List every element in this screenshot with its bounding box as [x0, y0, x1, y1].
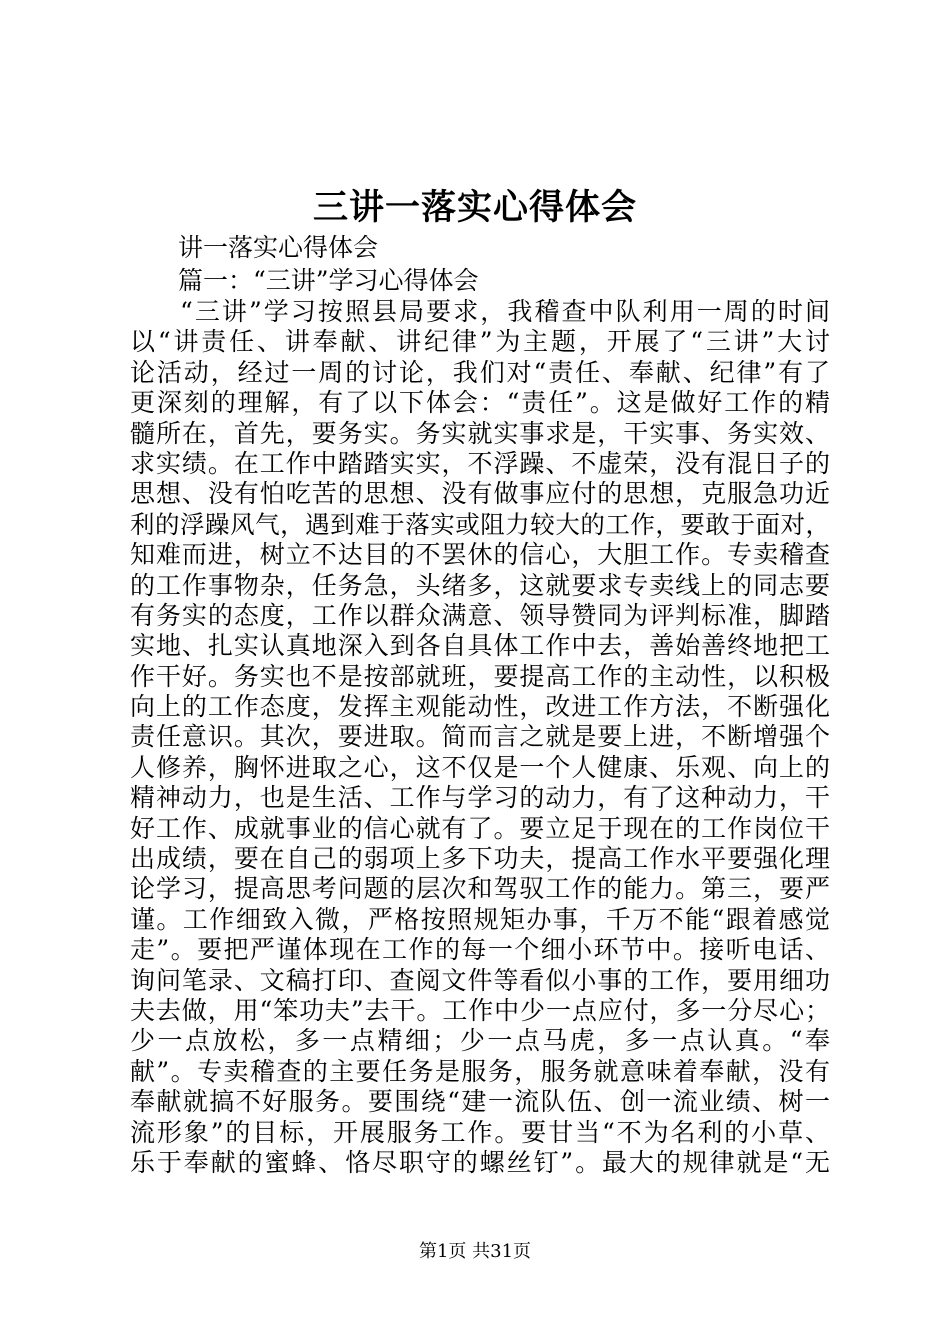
body-line: 责任意识。其次，要进取。简而言之就是要上进，不断增强个	[130, 722, 830, 752]
subheading-1: 讲一落实心得体会	[178, 233, 379, 262]
body-line: 求实绩。在工作中踏踏实实，不浮躁、不虚荣，没有混日子的	[130, 448, 830, 478]
body-line: 乐于奉献的蜜蜂、恪尽职守的螺丝钉”。最大的规律就是“无	[130, 1147, 830, 1177]
body-line: 谨。工作细致入微，严格按照规矩办事，千万不能“跟着感觉	[130, 904, 830, 934]
body-line: 作干好。务实也不是按部就班，要提高工作的主动性，以积极	[130, 661, 830, 691]
body-line: 向上的工作态度，发挥主观能动性，改进工作方法，不断强化	[130, 692, 830, 722]
body-text	[130, 297, 830, 1178]
body-line: 出成绩，要在自己的弱项上多下功夫，提高工作水平要强化理	[130, 844, 830, 874]
body-line: 论学习，提高思考问题的层次和驾驭工作的能力。第三，要严	[130, 874, 830, 904]
body-line: 以“讲责任、讲奉献、讲纪律”为主题，开展了“三讲”大讨	[130, 327, 830, 357]
body-line: 奉献就搞不好服务。要围绕“建一流队伍、创一流业绩、树一	[130, 1087, 830, 1117]
body-line: 实地、扎实认真地深入到各自具体工作中去，善始善终地把工	[130, 631, 830, 661]
body-line: 好工作、成就事业的信心就有了。要立足于现在的工作岗位干	[130, 813, 830, 843]
body-line: 有务实的态度，工作以群众满意、领导赞同为评判标准，脚踏	[130, 600, 830, 630]
body-line: 的工作事物杂，任务急，头绪多，这就要求专卖线上的同志要	[130, 570, 830, 600]
page-footer: 第1页 共31页	[418, 1241, 532, 1262]
body-line: 思想、没有怕吃苦的思想、没有做事应付的思想，克服急功近	[130, 479, 830, 509]
body-line: 知难而进，树立不达目的不罢休的信心，大胆工作。专卖稽查	[130, 540, 830, 570]
body-line: 询问笔录、文稿打印、查阅文件等看似小事的工作，要用细功	[130, 965, 830, 995]
body-line: “三讲”学习按照县局要求，我稽查中队利用一周的时间	[180, 297, 830, 326]
body-line: 论活动，经过一周的讨论，我们对“责任、奉献、纪律”有了	[130, 357, 830, 387]
body-line: 精神动力，也是生活、工作与学习的动力，有了这种动力，干	[130, 783, 830, 813]
body-line: 髓所在，首先，要务实。务实就实事求是，干实事、务实效、	[130, 418, 830, 448]
body-line: 夫去做，用“笨功夫”去干。工作中少一点应付，多一分尽心；	[130, 995, 830, 1025]
body-line: 更深刻的理解，有了以下体会：“责任”。这是做好工作的精	[130, 388, 830, 418]
body-line: 人修养，胸怀进取之心，这不仅是一个人健康、乐观、向上的	[130, 752, 830, 782]
body-line: 献”。专卖稽查的主要任务是服务，服务就意味着奉献，没有	[130, 1056, 830, 1086]
body-line: 利的浮躁风气，遇到难于落实或阻力较大的工作，要敢于面对，	[130, 509, 830, 539]
body-line: 少一点放松，多一点精细；少一点马虎，多一点认真。“奉	[130, 1026, 830, 1056]
body-line: 走”。要把严谨体现在工作的每一个细小环节中。接听电话、	[130, 935, 830, 965]
body-line: 流形象”的目标，开展服务工作。要甘当“不为名利的小草、	[130, 1117, 830, 1147]
subheading-2: 篇一：“三讲”学习心得体会	[178, 266, 479, 295]
document-title: 三讲一落实心得体会	[312, 187, 637, 228]
